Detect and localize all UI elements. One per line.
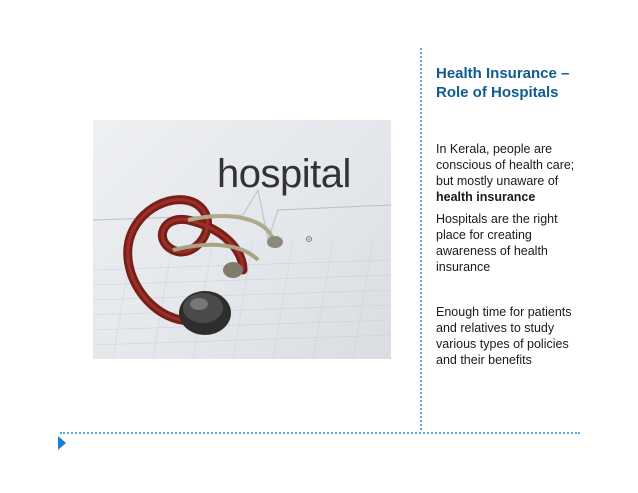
text-line: awareness of health (436, 244, 548, 258)
text-line-bold: health insurance (436, 190, 536, 204)
slide-title (436, 64, 606, 102)
text-line: conscious of health care; (436, 158, 575, 172)
title-line-2: Role of Hospitals (436, 84, 559, 101)
stethoscope-photo (93, 120, 391, 359)
text-line: insurance (436, 260, 491, 274)
text-line: various types of policies (436, 337, 569, 351)
text-line: and their benefits (436, 353, 532, 367)
paragraph-kerala-awareness (436, 141, 606, 205)
photo-caption-word: hospital (217, 152, 351, 196)
vertical-divider (420, 48, 422, 430)
text-line: Hospitals are the right (436, 212, 558, 226)
play-arrow-icon (58, 436, 66, 450)
paragraph-enough-time (436, 304, 606, 368)
horizontal-divider (60, 432, 580, 434)
title-line-1: Health Insurance – (436, 65, 570, 82)
paragraph-hospitals-right-place (436, 211, 606, 275)
text-line: In Kerala, people are (436, 142, 553, 156)
text-line: Enough time for patients (436, 305, 572, 319)
text-line: and relatives to study (436, 321, 555, 335)
text-line: place for creating (436, 228, 532, 242)
text-line: but mostly unaware of (436, 174, 559, 188)
